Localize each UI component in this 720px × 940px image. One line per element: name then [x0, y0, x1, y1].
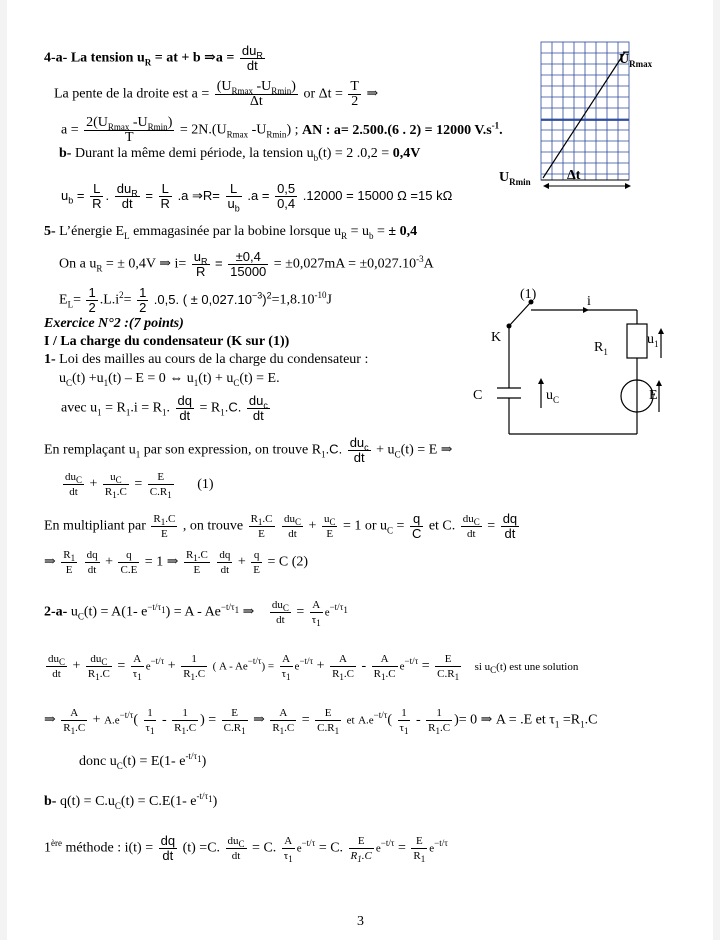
exercise-title: Exercice N°2 :(7 points): [44, 316, 184, 331]
capacitor-label: C: [473, 388, 483, 403]
section-4a-heading: 4-a- La tension $u_R$ = at + b ⇒a = $\frac{du_R}{dt}$: [44, 43, 263, 73]
graph-delta-label: Δt: [567, 168, 581, 183]
method-1-line: 1ère méthode : i(t) = $\frac{dq}{dt}$ (t) =C. $\frac{du_C}{dt}$ = C. $\frac{A}{\tau_1}$ $e^{-t/\tau} = C$. $\frac{E}{R_1.C}$ $e^{-t/\tau}$ = $\frac{E}{R_1}$ $e^{-t/\tau}$: [44, 833, 448, 865]
part-heading: I / La charge du condensateur (K sur (1)): [44, 334, 290, 349]
uc-label: $u_C$: [546, 388, 560, 405]
donc-line: donc $u_C(t) = E(1-$ $e^{-t/\tau_1}$): [79, 751, 207, 771]
switch-label: K: [491, 330, 502, 345]
document-page: [7, 0, 713, 940]
current-line: On a $u_R$ = ± 0,4V ⇒ i= $\frac{u_R}{R}$ = $\frac{\pm 0,4}{15000}$ = $\pm 0,027mA = \pm 0,027.10^{-3}A$: [59, 249, 434, 279]
remplacant-line: En remplaçant $u_1$ par son expression, on trouve $R_1.C$. $\frac{du_c}{dt}$ + $u_C(t) = E$ ⇒: [44, 435, 453, 465]
voltage-graph: [531, 40, 681, 190]
page-number: 3: [357, 914, 364, 929]
u1-label: $u_1$: [647, 332, 659, 349]
section-4b-line: b- Durant la même demi période, la tension $u_b(t) = 2$ .0,2 = 0,4V: [59, 146, 421, 163]
current-label: i: [587, 294, 591, 309]
a-formula-line: a = $\frac{2(U_{Rmax} -U_{Rmin})}{T}$ = $2N.(U_{Rmax}$ $-U_{Rmin}$) ; AN : a= 2.500.(6 . 2) = 12000 $V.s^{-1}$.: [61, 115, 503, 145]
system-line: ⇒ $\frac{A}{R_1.C}$ + $A.e^{-t/\tau}$( $\frac{1}{\tau_1}$ - $\frac{1}{R_1.C}$ ) = $\frac{E}{C.R_1}$ ⇒ $\frac{A}{R_1.C}$ = $\frac{E}{C.R_1}$ et $A.e^{-t/\tau}$( $\frac{1}{\tau_1}$ - $\frac{1}{R_1.C}$ )= 0 ⇒ A = .E et $\tau_1 =R_1.C$: [44, 707, 598, 737]
generator-label: E: [649, 388, 658, 403]
avec-line: avec $u_1 = R_1.i = R_1$. $\frac{dq}{dt}$ = $R_1.C$. $\frac{du_c}{dt}$: [61, 393, 268, 423]
section-2b-line: b- $q(t) = C.u_C(t) = C.E(1-$ $e^{-t/\tau_1}$): [44, 791, 218, 811]
q1-line: 1- Loi des mailles au cours de la charge du condensateur :: [44, 352, 369, 367]
section-5-heading: 5- L’énergie $E_L$ emmagasinée par la bobine lorsque $u_R = u_b$ = ± 0,4: [44, 224, 418, 241]
multipliant-line: En multipliant par $\frac{R_1.C}{E}$ , on trouve $\frac{R_1.C}{E}$ $\frac{du_C}{dt}$ + $\frac{u_C}{E}$ = 1 or $u_C$ = $\frac{q}{C}$ et C. $\frac{du_C}{dt}$ = $\frac{dq}{dt}$: [44, 511, 518, 541]
graph-bottom-label: $U_{Rmin}$: [499, 170, 531, 187]
equation-2: ⇒ $\frac{R_1}{E}$ $\frac{dq}{dt}$ + $\frac{q}{C.E}$ = 1 ⇒ $\frac{R_1.C}{E}$ $\frac{dq}{dt}$ + $\frac{q}{E}$ = C (2): [44, 549, 309, 576]
resistor-label: $R_1$: [594, 340, 608, 357]
section-2a-line: 2-a- $u_C(t) = A(1-$ $e^{-t/\tau_1}) = A - Ae^{-t/\tau_1}$ ⇒ $\frac{du_C}{dt}$ = $\frac{A}{\tau_1}$ $e^{-t/\tau_1}$: [44, 599, 348, 629]
energy-line: $E_L=$ $\frac{1}{2}$ $.L.i^2=$ $\frac{1}{2}$ .0,5. ( ± $0,027.10^{-3})^2=1,8.10^{-10}J$: [59, 285, 332, 315]
verification-line: $\frac{du_C}{dt}$ + $\frac{du_C}{R_1.C}$ = $\frac{A}{\tau_1}$ $e^{-t/\tau}$ + $\frac{1}{R_1.C}$ ( A - $Ae^{-t/\tau}$) = $\frac{A}{\tau_1}$ $e^{-t/\tau}$ + $\frac{A}{R_1.C}$ - $\frac{A}{R_1.C}$ $e^{-t/\tau}$ = $\frac{E}{C.R_1}$ si $u_C(t)$ est une solution: [48, 653, 579, 683]
mailles-line: $u_C(t) +u_1(t) - E = 0$ ⇔ $u_1(t) + u_C(t) = E$.: [59, 371, 280, 388]
equation-1: $\frac{du_C}{dt}$ + $\frac{u_C}{R_1.C}$ = $\frac{E}{C.R_1}$ (1): [65, 471, 214, 501]
ub-formula-line: $u_b$ = $\frac{L}{R}$ . $\frac{du_R}{dt}$ = $\frac{L}{R}$ .a ⇒R= $\frac{L}{u_b}$ .a = $\frac{0,5}{0,4}$ .12000 = 15000 Ω =15 kΩ: [61, 181, 453, 214]
switch-position-label: (1): [520, 287, 537, 302]
slope-line: La pente de la droite est a = $\frac{(U_{Rmax} -U_{Rmin})}{\Delta t}$ or Δt = $\frac{T}{2}$ ⇒: [54, 79, 379, 109]
graph-top-label: $U_{Rmax}$: [619, 52, 653, 69]
rc-circuit-diagram: [459, 284, 679, 440]
